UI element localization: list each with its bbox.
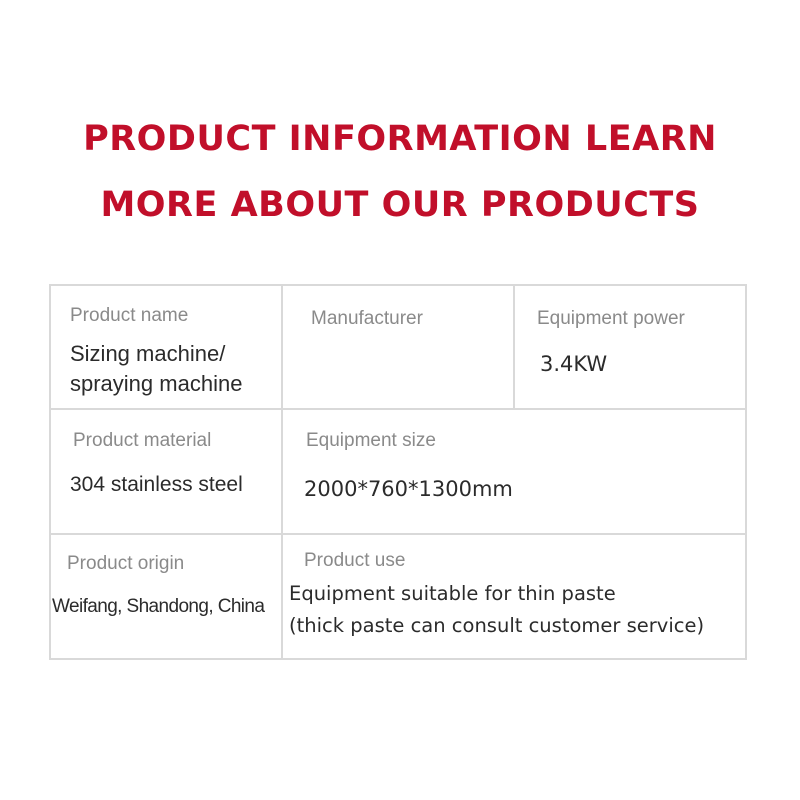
manufacturer-label: Manufacturer (311, 308, 423, 329)
table-border-right (745, 284, 747, 660)
table-column-divider-a (281, 284, 283, 660)
product-name-value-line-1: Sizing machine/ (70, 341, 226, 366)
product-origin-value: Weifang, Shandong, China (52, 596, 265, 617)
product-material-value: 304 stainless steel (70, 473, 243, 496)
product-spec-table (49, 284, 747, 660)
table-column-divider-b (513, 284, 515, 410)
equipment-power-value: 3.4KW (540, 352, 608, 376)
product-origin-label: Product origin (67, 553, 185, 574)
equipment-size-value: 2000*760*1300mm (304, 477, 513, 501)
table-border-bottom (49, 658, 747, 660)
product-material-label: Product material (73, 430, 212, 451)
table-border-top (49, 284, 747, 286)
table-border-left (49, 284, 51, 660)
product-name-label: Product name (70, 305, 189, 326)
page-title-line-1: PRODUCT INFORMATION LEARN (83, 119, 717, 159)
equipment-power-label: Equipment power (537, 308, 685, 329)
equipment-size-label: Equipment size (306, 430, 436, 451)
product-use-value-line-2: (thick paste can consult customer service) (289, 614, 705, 637)
product-use-value (289, 578, 704, 642)
page-title-line-2: MORE ABOUT OUR PRODUCTS (100, 185, 700, 225)
table-row-divider-2 (49, 533, 747, 535)
product-use-label: Product use (304, 550, 406, 571)
product-name-value-line-2: spraying machine (70, 371, 243, 396)
table-row-divider-1 (49, 408, 747, 410)
product-use-value-line-1: Equipment suitable for thin paste (289, 582, 616, 605)
product-name-value (70, 339, 242, 399)
